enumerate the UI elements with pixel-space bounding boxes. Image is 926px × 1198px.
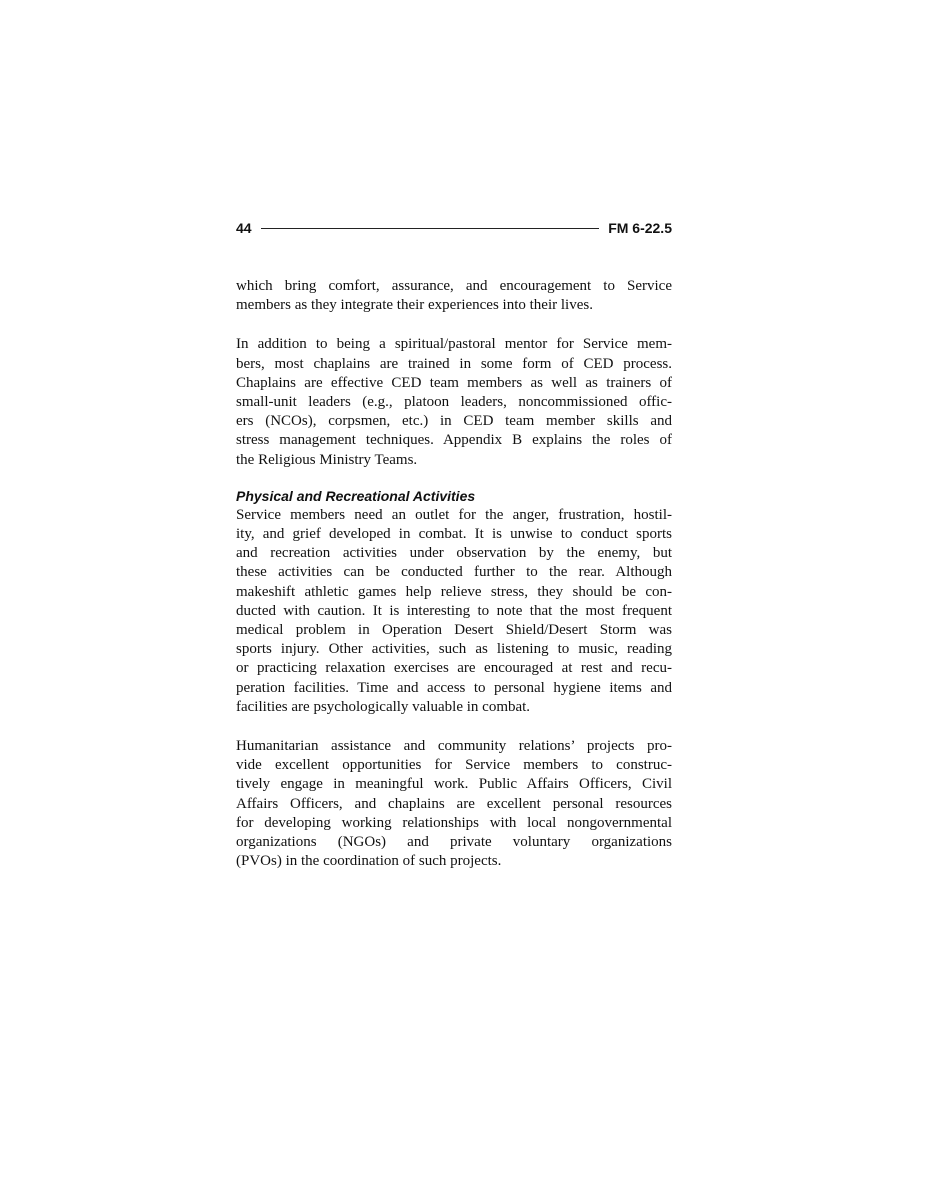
text-line: ers (NCOs), corpsmen, etc.) in CED team member skills and [236, 413, 672, 430]
text-line: vide excellent opportunities for Service members to construc- [236, 757, 672, 774]
text-line: In addition to being a spiritual/pastoral mentor for Service mem- [236, 336, 672, 353]
text-line: sports injury. Other activities, such as listening to music, reading [236, 641, 672, 658]
text-line: ity, and grief developed in combat. It is unwise to conduct sports [236, 526, 672, 543]
text-line: organizations (NGOs) and private voluntary organizations [236, 834, 672, 851]
text-line: Chaplains are effective CED team members as well as trainers of [236, 374, 672, 391]
text-line: makeshift athletic games help relieve stress, they should be con- [236, 583, 672, 600]
text-line: or practicing relaxation exercises are encouraged at rest and recu- [236, 660, 672, 677]
running-header [236, 218, 672, 238]
text-line: for developing working relationships with local nongovernmental [236, 814, 672, 831]
paragraph-comfort [236, 277, 672, 315]
text-line: which bring comfort, assurance, and encouragement to Service [236, 278, 672, 294]
text-line: medical problem in Operation Desert Shield/Desert Storm was [236, 622, 672, 639]
section-heading: Physical and Recreational Activities [236, 487, 476, 504]
text-line: facilities are psychologically valuable in combat. [236, 698, 531, 715]
text-line: small-unit leaders (e.g., platoon leaders, noncommissioned offic- [236, 394, 672, 411]
text-line: Humanitarian assistance and community relations’ projects pro- [236, 738, 672, 755]
text-line: Service members need an outlet for the anger, frustration, hostil- [236, 506, 672, 523]
text-line: ducted with caution. It is interesting to note that the most frequent [236, 602, 672, 619]
paragraph-recreation [236, 506, 672, 717]
paragraph-chaplains [236, 335, 672, 469]
text-line: stress management techniques. Appendix B explains the roles of [236, 432, 672, 449]
document-id: FM 6-22.5 [608, 220, 672, 236]
text-line: these activities can be conducted further to the rear. Although [236, 564, 672, 581]
text-line: (PVOs) in the coordination of such projects. [236, 853, 502, 870]
text-line: and recreation activities under observation by the enemy, but [236, 545, 672, 562]
page-body [236, 277, 672, 871]
page-number: 44 [236, 220, 252, 236]
text-line: bers, most chaplains are trained in some form of CED process. [236, 355, 672, 372]
text-line: peration facilities. Time and access to personal hygiene items and [236, 679, 672, 696]
paragraph-humanitarian [236, 737, 672, 871]
text-line: tively engage in meaningful work. Public Affairs Officers, Civil [236, 776, 672, 793]
text-line: members as they integrate their experiences into their lives. [236, 297, 593, 314]
text-line: Affairs Officers, and chaplains are excellent personal resources [236, 795, 672, 812]
header-rule [261, 228, 600, 229]
text-line: the Religious Ministry Teams. [236, 451, 418, 468]
